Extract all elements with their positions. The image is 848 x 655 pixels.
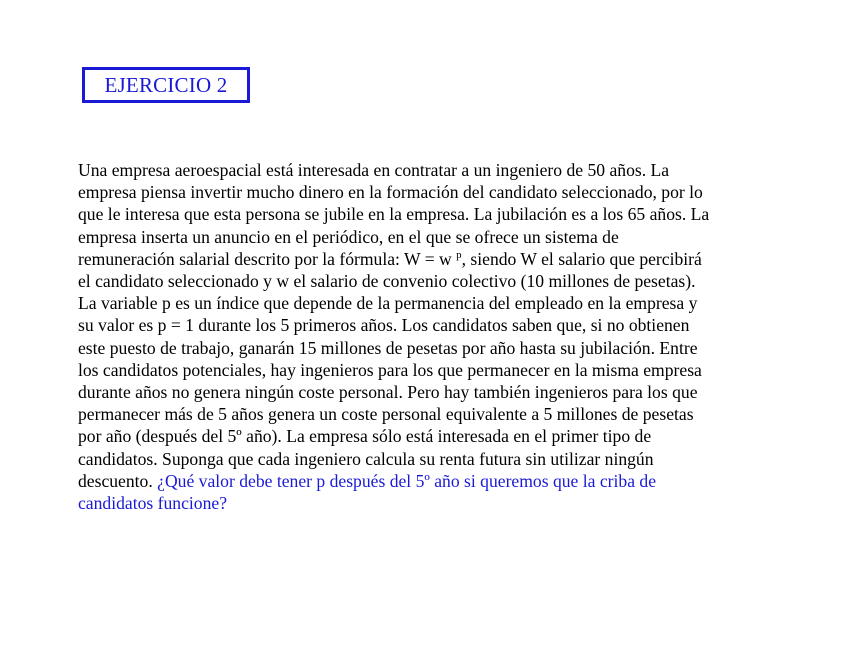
statement-line: candidatos. Suponga que cada ingeniero calcula su renta futura sin utilizar ningún xyxy=(78,448,654,469)
formula-exponent: p xyxy=(456,248,462,261)
statement-line: por año (después del 5º año). La empresa sólo está interesada en el primer tipo de xyxy=(78,426,652,447)
statement-line: La variable p es un índice que depende de la permanencia del empleado en la empresa y xyxy=(78,293,698,314)
statement-line: durante años no genera ningún coste personal. Pero hay también ingenieros para los que xyxy=(78,382,698,403)
question-text-continued: candidatos funcione? xyxy=(78,493,227,514)
statement-line: permanecer más de 5 años genera un coste personal equivalente a 5 millones de pesetas xyxy=(78,404,694,425)
formula-text-before: remuneración salarial descrito por la fórmula: W = w xyxy=(78,248,457,269)
statement-line: Una empresa aeroespacial está interesada en contratar a un ingeniero de 50 años. La xyxy=(78,160,670,180)
statement-line: empresa inserta un anuncio en el periódico, en el que se ofrece un sistema de xyxy=(78,226,619,247)
last-line-start: descuento. xyxy=(78,470,158,491)
statement-line: este puesto de trabajo, ganarán 15 millones de pesetas por año hasta su jubilación. Entre xyxy=(78,337,698,358)
formula-text-after: , siendo W el salario que percibirá xyxy=(461,248,702,269)
statement-line: los candidatos potenciales, hay ingenieros para los que permanecer en la misma empresa xyxy=(78,359,702,380)
statement-line: que le interesa que esta persona se jubile en la empresa. La jubilación es a los 65 años. La xyxy=(78,204,710,225)
question-text: ¿Qué valor debe tener p después del 5º año si queremos que la criba de xyxy=(157,470,657,491)
statement-line: empresa piensa invertir mucho dinero en la formación del candidato seleccionado, por lo xyxy=(78,182,703,203)
exercise-statement xyxy=(78,159,778,514)
statement-line: el candidato seleccionado y w el salario de convenio colectivo (10 millones de pesetas). xyxy=(78,271,696,292)
question-line xyxy=(78,470,778,492)
formula-line xyxy=(78,248,778,270)
statement-line: su valor es p = 1 durante los 5 primeros años. Los candidatos saben que, si no obtienen xyxy=(78,315,690,336)
exercise-title: EJERCICIO 2 xyxy=(82,67,250,103)
